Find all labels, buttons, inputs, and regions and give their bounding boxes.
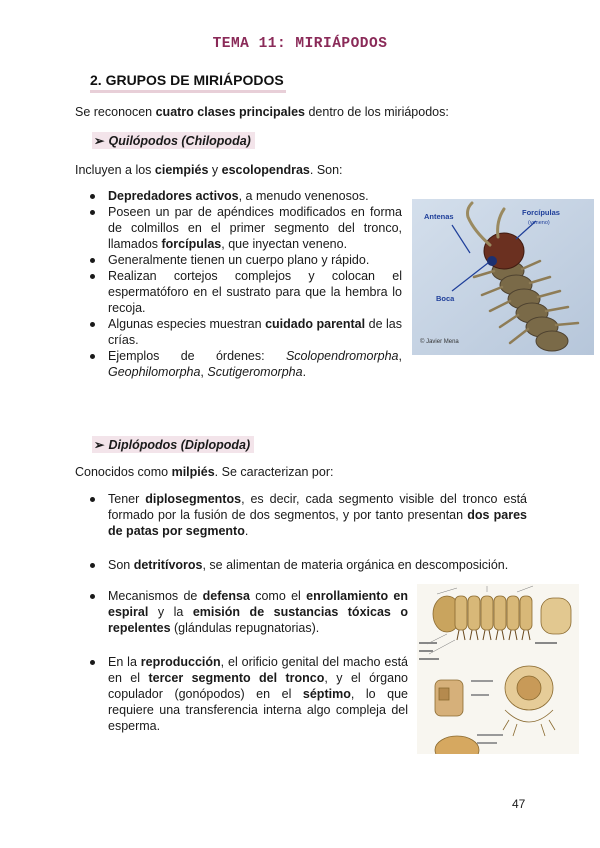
photo-credit: © Javier Mena: [420, 339, 459, 345]
centipede-photo: [412, 199, 594, 355]
list-item: En la reproducción, el orificio genital del macho está en el tercer segmento del tronco, y el órgano copulador (gonópodos) en el séptimo, lo que requiere una transferencia interna algo compleja del esperma.: [90, 654, 408, 734]
diplopoda-intro: Conocidos como milpiés. Se caracterizan por:: [75, 465, 334, 479]
chilopoda-heading: ➢ Quilópodos (Chilopoda): [92, 132, 255, 149]
centipede-illustration: [412, 199, 594, 355]
arrow-icon: ➢: [94, 438, 105, 452]
list-item: Ejemplos de órdenes: Scolopendromorpha, Geophilomorpha, Scutigeromorpha.: [90, 348, 402, 380]
list-item: Son detritívoros, se alimentan de materia orgánica en descomposición.: [90, 557, 527, 573]
label-forcipulas-sub: (veneno): [528, 220, 550, 226]
diplopoda-list-mid: [90, 557, 527, 573]
list-item: Algunas especies muestran cuidado parental de las crías.: [90, 316, 402, 348]
millipede-illustration: [417, 584, 579, 754]
arrow-icon: ➢: [94, 134, 105, 148]
intro-paragraph: Se reconocen cuatro clases principales dentro de los miriápodos:: [75, 105, 449, 119]
list-item: Tener diplosegmentos, es decir, cada segmento visible del tronco está formado por la fusión de dos segmentos, y por tanto presentan dos pares de patas por segmento.: [90, 491, 527, 539]
chilopoda-intro: Incluyen a los ciempiés y escolopendras. Son:: [75, 163, 343, 177]
diplopoda-list-defense: [90, 588, 408, 636]
label-forcipulas: Forcípulas: [522, 208, 560, 217]
diplopoda-list-top: [90, 491, 527, 539]
list-item: Realizan cortejos complejos y colocan el espermatóforo en el sustrato para que la hembra lo recoja.: [90, 268, 402, 316]
diplopoda-heading: ➢ Diplópodos (Diplopoda): [92, 436, 254, 453]
diplopoda-list-reproduction: [90, 654, 408, 734]
label-antenas: Antenas: [424, 212, 454, 221]
millipede-diagram: [417, 584, 579, 754]
list-item: Depredadores activos, a menudo venenosos.: [90, 188, 402, 204]
list-item: Poseen un par de apéndices modificados en forma de colmillos en el primer segmento del tronco, llamados forcípulas, que inyectan veneno.: [90, 204, 402, 252]
page-number: 47: [512, 797, 526, 811]
list-item: Generalmente tienen un cuerpo plano y rápido.: [90, 252, 402, 268]
page-title: TEMA 11: MIRIÁPODOS: [212, 36, 388, 52]
list-item: Mecanismos de defensa como el enrollamiento en espiral y la emisión de sustancias tóxicas o repelentes (glándulas repugnatorias).: [90, 588, 408, 636]
section-heading: 2. GRUPOS DE MIRIÁPODOS: [90, 72, 286, 93]
label-boca: Boca: [436, 294, 455, 303]
chilopoda-list: [90, 188, 402, 380]
